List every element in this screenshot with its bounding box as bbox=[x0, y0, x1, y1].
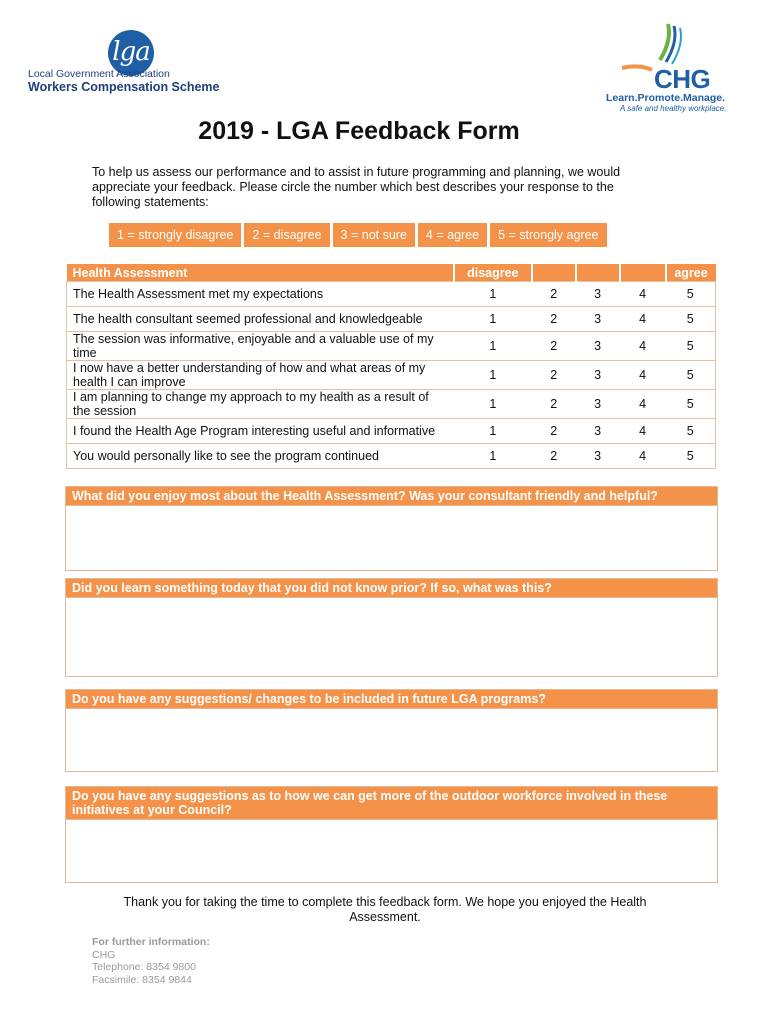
chg-logo bbox=[602, 20, 732, 112]
rating-2[interactable]: 2 bbox=[532, 332, 576, 361]
table-header-row bbox=[67, 264, 716, 282]
rating-1[interactable]: 1 bbox=[454, 332, 532, 361]
rating-2[interactable]: 2 bbox=[532, 390, 576, 419]
question-heading: Do you have any suggestions as to how we can get more of the outdoor workforce involved in these initiatives at your Council? bbox=[66, 787, 717, 819]
rating-2[interactable]: 2 bbox=[532, 419, 576, 444]
scale-item-2: 2 = disagree bbox=[244, 223, 329, 247]
rating-2[interactable]: 2 bbox=[532, 282, 576, 307]
header-col-4 bbox=[620, 264, 666, 282]
rating-4[interactable]: 4 bbox=[620, 361, 666, 390]
rating-5[interactable]: 5 bbox=[666, 390, 716, 419]
rating-4[interactable]: 4 bbox=[620, 332, 666, 361]
table-row bbox=[67, 361, 716, 390]
rating-2[interactable]: 2 bbox=[532, 361, 576, 390]
lga-logo-line2: Workers Compensation Scheme bbox=[28, 80, 220, 94]
table-row bbox=[67, 444, 716, 469]
statement: I am planning to change my approach to my health as a result of the session bbox=[67, 390, 454, 419]
answer-box[interactable] bbox=[66, 819, 717, 882]
lga-logo-mark: lga bbox=[108, 30, 154, 76]
chg-tagline: Learn.Promote.Manage. bbox=[606, 92, 726, 104]
statement: I now have a better understanding of how and what areas of my health I can improve bbox=[67, 361, 454, 390]
rating-5[interactable]: 5 bbox=[666, 419, 716, 444]
statement: The session was informative, enjoyable and a valuable use of my time bbox=[67, 332, 454, 361]
scale-item-4: 4 = agree bbox=[418, 223, 487, 247]
answer-box[interactable] bbox=[66, 597, 717, 676]
rating-5[interactable]: 5 bbox=[666, 332, 716, 361]
table-row bbox=[67, 282, 716, 307]
rating-4[interactable]: 4 bbox=[620, 444, 666, 469]
rating-5[interactable]: 5 bbox=[666, 444, 716, 469]
rating-scale-legend bbox=[109, 223, 607, 247]
rating-3[interactable]: 3 bbox=[576, 282, 620, 307]
rating-5[interactable]: 5 bbox=[666, 361, 716, 390]
rating-1[interactable]: 1 bbox=[454, 307, 532, 332]
rating-1[interactable]: 1 bbox=[454, 282, 532, 307]
table-row bbox=[67, 307, 716, 332]
table-row bbox=[67, 332, 716, 361]
statement: You would personally like to see the program continued bbox=[67, 444, 454, 469]
page-title: 2019 - LGA Feedback Form bbox=[198, 117, 520, 145]
rating-1[interactable]: 1 bbox=[454, 444, 532, 469]
question-learn-something bbox=[65, 578, 718, 677]
thank-you-text: Thank you for taking the time to complete this feedback form. We hope you enjoyed the Health Assessment. bbox=[123, 895, 647, 924]
rating-1[interactable]: 1 bbox=[454, 419, 532, 444]
rating-4[interactable]: 4 bbox=[620, 390, 666, 419]
contact-phone: Telephone: 8354 9800 bbox=[92, 961, 196, 973]
rating-4[interactable]: 4 bbox=[620, 307, 666, 332]
question-enjoy-most bbox=[65, 486, 718, 571]
health-assessment-table bbox=[66, 264, 716, 469]
rating-3[interactable]: 3 bbox=[576, 390, 620, 419]
question-suggestions-programs bbox=[65, 689, 718, 772]
rating-1[interactable]: 1 bbox=[454, 361, 532, 390]
header-col-2 bbox=[532, 264, 576, 282]
question-heading: Do you have any suggestions/ changes to be included in future LGA programs? bbox=[66, 690, 717, 708]
scale-item-3: 3 = not sure bbox=[333, 223, 415, 247]
chg-wordmark: CHG bbox=[654, 64, 711, 94]
rating-5[interactable]: 5 bbox=[666, 307, 716, 332]
question-heading: What did you enjoy most about the Health Assessment? Was your consultant friendly and helpful? bbox=[66, 487, 717, 505]
rating-3[interactable]: 3 bbox=[576, 361, 620, 390]
rating-2[interactable]: 2 bbox=[532, 307, 576, 332]
header-col-1: disagree bbox=[454, 264, 532, 282]
answer-box[interactable] bbox=[66, 708, 717, 771]
header-col-5: agree bbox=[666, 264, 716, 282]
rating-3[interactable]: 3 bbox=[576, 307, 620, 332]
statement: I found the Health Age Program interesting useful and informative bbox=[67, 419, 454, 444]
rating-3[interactable]: 3 bbox=[576, 444, 620, 469]
header-health-assessment: Health Assessment bbox=[67, 264, 454, 282]
intro-text: To help us assess our performance and to assist in future programming and planning, we would appreciate your feedback. Please circle the number which best describes your response to the following statements: bbox=[92, 165, 621, 209]
contact-org: CHG bbox=[92, 948, 116, 961]
header-col-3 bbox=[576, 264, 620, 282]
contact-fax: Facsimile: 8354 9844 bbox=[92, 973, 192, 986]
table-row bbox=[67, 390, 716, 419]
contact-heading: For further information: bbox=[92, 936, 210, 948]
lga-logo-line1: Local Government Association bbox=[28, 68, 170, 80]
scale-item-1: 1 = strongly disagree bbox=[109, 223, 241, 247]
lga-logo bbox=[28, 28, 238, 98]
chg-subtagline: A safe and healthy workplace. bbox=[620, 104, 727, 113]
rating-5[interactable]: 5 bbox=[666, 282, 716, 307]
question-outdoor-workforce bbox=[65, 786, 718, 883]
statement: The health consultant seemed professional and knowledgeable bbox=[67, 307, 454, 332]
rating-1[interactable]: 1 bbox=[454, 390, 532, 419]
rating-4[interactable]: 4 bbox=[620, 282, 666, 307]
scale-item-5: 5 = strongly agree bbox=[490, 223, 606, 247]
rating-4[interactable]: 4 bbox=[620, 419, 666, 444]
question-heading: Did you learn something today that you did not know prior? If so, what was this? bbox=[66, 579, 717, 597]
contact-info bbox=[92, 936, 210, 986]
answer-box[interactable] bbox=[66, 505, 717, 570]
table-row bbox=[67, 419, 716, 444]
statement: The Health Assessment met my expectations bbox=[67, 282, 454, 307]
rating-3[interactable]: 3 bbox=[576, 332, 620, 361]
rating-2[interactable]: 2 bbox=[532, 444, 576, 469]
rating-3[interactable]: 3 bbox=[576, 419, 620, 444]
